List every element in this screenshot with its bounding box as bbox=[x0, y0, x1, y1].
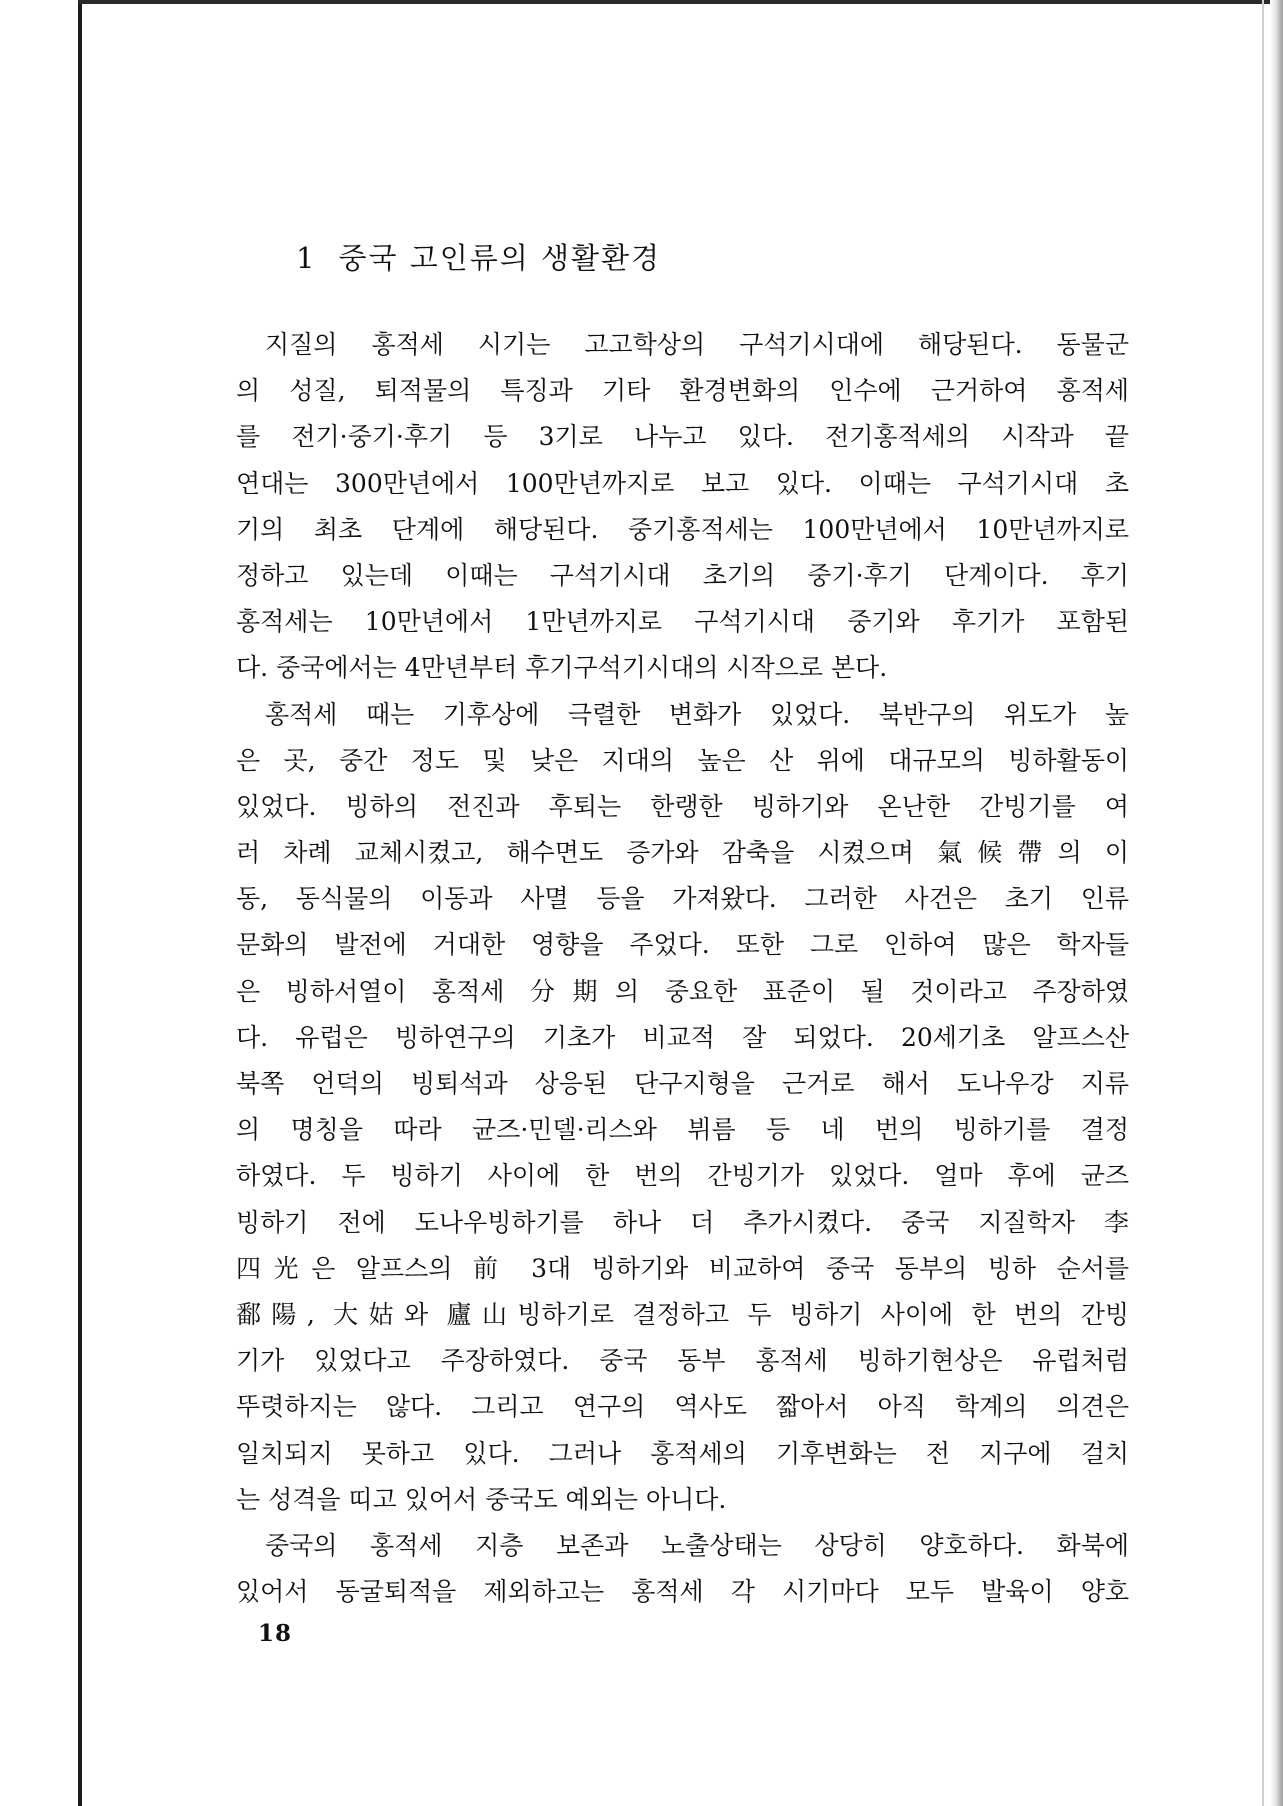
paragraph-2-line: 은 곳, 중간 정도 및 낮은 지대의 높은 산 위에 대규모의 빙하활동이 bbox=[236, 745, 1129, 775]
paragraph-2-line: 홍적세 때는 기후상에 극렬한 변화가 있었다. 북반구의 위도가 높 bbox=[265, 699, 1129, 729]
paragraph-2-line: 있었다. 빙하의 전진과 후퇴는 한랭한 빙하기와 온난한 간빙기를 여 bbox=[236, 791, 1129, 821]
paragraph-1-line: 정하고 있는데 이때는 구석기시대 초기의 중기·후기 단계이다. 후기 bbox=[236, 560, 1129, 590]
paragraph-2-line: 동, 동식물의 이동과 사멸 등을 가져왔다. 그러한 사건은 초기 인류 bbox=[236, 884, 1129, 914]
paragraph-3-line: 중국의 홍적세 지층 보존과 노출상태는 상당히 양호하다. 화북에 bbox=[265, 1530, 1129, 1560]
paragraph-1-line: 지질의 홍적세 시기는 고고학상의 구석기시대에 해당된다. 동물군 bbox=[265, 330, 1129, 359]
page-right-border bbox=[1262, 0, 1264, 1806]
paragraph-1-line: 의 성질, 퇴적물의 특징과 기타 환경변화의 인수에 근거하여 홍적세 bbox=[236, 376, 1129, 406]
paragraph-2-line: 하였다. 두 빙하기 사이에 한 번의 간빙기가 있었다. 얼마 후에 균즈 bbox=[236, 1161, 1129, 1191]
paragraph-2-line: 빙하기 전에 도나우빙하기를 하나 더 추가시켰다. 중국 지질학자 李 bbox=[236, 1207, 1129, 1237]
paragraph-1-line: 를 전기·중기·후기 등 3기로 나누고 있다. 전기홍적세의 시작과 끝 bbox=[236, 422, 1129, 452]
section-number: 1 bbox=[296, 241, 317, 275]
page-number: 18 bbox=[258, 1620, 293, 1647]
paragraph-2-line: 다. 유럽은 빙하연구의 기초가 비교적 잘 되었다. 20세기초 알프스산 bbox=[236, 1022, 1129, 1052]
page-right-edge-shadow bbox=[1270, 0, 1283, 1806]
page-top-edge bbox=[78, 0, 1283, 4]
paragraph-1-line: 홍적세는 10만년에서 1만년까지로 구석기시대 중기와 후기가 포함된 bbox=[236, 607, 1129, 637]
paragraph-2-line: 러 차례 교체시켰고, 해수면도 증가와 감축을 시켰으며 氣候帶의 이 bbox=[236, 838, 1129, 868]
paragraph-2-line: 문화의 발전에 거대한 영향을 주었다. 또한 그로 인하여 많은 학자들 bbox=[236, 930, 1129, 960]
paragraph-2-line: 기가 있었다고 주장하였다. 중국 동부 홍적세 빙하기현상은 유럽처럼 bbox=[236, 1346, 1129, 1376]
paragraph-2-line: 은 빙하서열이 홍적세 分期의 중요한 표준이 될 것이라고 주장하였 bbox=[236, 976, 1129, 1006]
paragraph-2-line: 뚜렷하지는 않다. 그리고 연구의 역사도 짧아서 아직 학계의 의견은 bbox=[236, 1392, 1129, 1422]
paragraph-2-line: 일치되지 못하고 있다. 그러나 홍적세의 기후변화는 전 지구에 걸치 bbox=[236, 1438, 1129, 1468]
section-title: 중국 고인류의 생활환경 bbox=[338, 241, 662, 275]
paragraph-2-line: 의 명칭을 따라 균즈·민델·리스와 뷔름 등 네 번의 빙하기를 결정 bbox=[236, 1115, 1129, 1145]
paragraph-1-line: 다. 중국에서는 4만년부터 후기구석기시대의 시작으로 본다. bbox=[236, 653, 888, 683]
paragraph-1-line: 기의 최초 단계에 해당된다. 중기홍적세는 100만년에서 10만년까지로 bbox=[236, 514, 1129, 544]
body-text bbox=[236, 322, 1129, 1615]
paragraph-2-line: 鄱陽, 大姑와 廬山빙하기로 결정하고 두 빙하기 사이에 한 번의 간빙 bbox=[236, 1299, 1129, 1329]
page-left-edge bbox=[78, 0, 82, 1806]
paragraph-2-line: 는 성격을 띠고 있어서 중국도 예외는 아니다. bbox=[236, 1484, 727, 1514]
paragraph-2-line: 四光은 알프스의 前 3대 빙하기와 비교하여 중국 동부의 빙하 순서를 bbox=[236, 1253, 1129, 1283]
paragraph-2-line: 북쪽 언덕의 빙퇴석과 상응된 단구지형을 근거로 해서 도나우강 지류 bbox=[236, 1069, 1129, 1098]
section-heading bbox=[296, 236, 661, 277]
paragraph-3-line: 있어서 동굴퇴적을 제외하고는 홍적세 각 시기마다 모두 발육이 양호 bbox=[236, 1577, 1129, 1607]
paragraph-1-line: 연대는 300만년에서 100만년까지로 보고 있다. 이때는 구석기시대 초 bbox=[236, 468, 1129, 498]
